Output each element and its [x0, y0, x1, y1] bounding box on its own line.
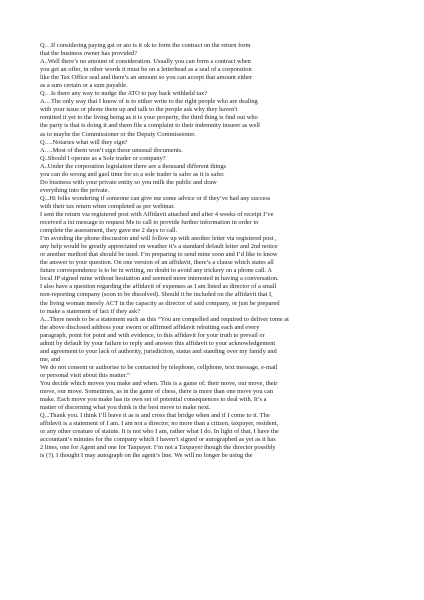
- text-line: non-reporting company (soon to be dissolved). Should it be included on the affidavit that I,: [40, 291, 273, 299]
- text-line: affidavit is a statement of I am. I am not a director, no more than a citizen, taxpayer, resident,: [40, 420, 279, 428]
- text-line: make. Each move you make has its own set of potential consequences to deal with. It’s a: [40, 396, 267, 404]
- text-line: the party is that is doing it and them file a complaint to their indemnity insurer as well: [40, 122, 260, 130]
- text-line: remitted it yet to the living being as it is your property, the third thing is find out who: [40, 114, 258, 122]
- text-line: You decide which moves you make and when. This is a game of; their move, our move, their: [40, 379, 278, 387]
- text-line: or another method that should be used. I’m preparing to send mine soon and I’d like to know: [40, 251, 278, 259]
- text-line: A..Under the corporation legislation there are a thousand different things: [40, 162, 227, 170]
- text-line: A...There needs to be a statement such as this “You are compelled and required to deliver tome at: [40, 315, 289, 323]
- text-line: you get an offer, in other words it must be on a letterhead as a seal of a corporation: [40, 66, 252, 74]
- text-line: or any other creature of statute. It is not who I am, rather what I do. In light of that, I have the: [40, 428, 279, 436]
- text-line: future correspondence is to be in writing, no doubt to avoid any trickery on a phone call. A: [40, 267, 272, 275]
- text-line: and agreement to your lack of authority, jurisdiction, status and standing over my family and: [40, 347, 277, 355]
- text-line: like the Tax Office seal and there’s an amount so you can accept that amount either: [40, 74, 253, 82]
- text-line: as to maybe the Commissioner or the Deputy Commissioner.: [40, 130, 196, 138]
- text-line: as a sum certain or a sum payable.: [40, 82, 128, 90]
- text-line: We do not consent or authorise to be contacted by telephone, cellphone, text message, e-mail: [40, 363, 278, 371]
- text-line: that the business owner has provided?: [40, 50, 138, 58]
- text-line: A..Well there’s no amount of consideration. Usually you can form a contract when: [40, 58, 251, 66]
- text-line: me, and: [40, 355, 61, 363]
- text-line: you can do wrong and gaol time for so a sole trader is safer as it is safer.: [40, 170, 225, 178]
- text-line: matter of discerning what you think is the best move to make next.: [40, 404, 211, 412]
- text-line: Q..Should I operate as a Sole trader or company?: [40, 154, 166, 162]
- document-body: [40, 42, 394, 460]
- text-line: everything into the private.: [40, 186, 110, 194]
- text-line: move, our move. Sometimes, as in the game of chess, there is more than one move you can: [40, 388, 274, 396]
- text-line: I sent the return via registered post with Affidavit attached and after 4 weeks of receipt I’ve: [40, 210, 274, 218]
- text-line: Q….Notaries what will they sign?: [40, 138, 128, 146]
- text-line: I’m avoiding the phone discussion and will follow up with another letter via registered post ,: [40, 235, 277, 243]
- text-line: A…The only way that I know of is to either write to the right people who are dealing: [40, 98, 258, 106]
- text-line: complete the assessment, they gave me 2 days to call.: [40, 227, 178, 235]
- text-line: with your issue or phone them up and talk to the people ask why they haven't: [40, 106, 238, 114]
- text-line: or personal visit about this matter.”: [40, 371, 130, 379]
- text-line: Do business with your private entity so you milk the public and draw: [40, 178, 217, 186]
- text-line: is (?). I thought I may autograph on the agent’s line. We will no longer be using the: [40, 452, 253, 460]
- text-line: Q...Thank you. I think I’ll leave it as is and cross that bridge when and if I come to it. The: [40, 412, 270, 420]
- text-line: received a txt message to request Me to call to provide further information in order to: [40, 219, 259, 227]
- text-line: accountant’s minutes for the company which I haven’t signed or autographed as yet as it has: [40, 436, 276, 444]
- text-line: Q…If considering paying gst or ato is it ok to form the contract on the return form: [40, 42, 251, 49]
- text-line: Q...Hi folks wondering if someone can give me some advice or if they’ve had any success: [40, 194, 271, 202]
- text-line: the above disclosed address your sworn or affirmed affidavit rebutting each and every: [40, 323, 260, 331]
- text-line: paragraph, point for point and with evidence, to this affidavit for your truth to prevail or: [40, 331, 265, 339]
- text-line: with their tax return when completed as per webinar.: [40, 202, 175, 210]
- text-line: to make a statement of fact if they ask?: [40, 307, 141, 315]
- text-line: I also have a question regarding the affidavit of expenses as I am listed as director of a small: [40, 283, 277, 291]
- text-line: local JP signed mine without hesitation and seemed more interested in having a conversation.: [40, 275, 279, 283]
- text-line: 2 lines, one for Agent and one for Taxpayer. I’m not a Taxpayer though the director possibly: [40, 444, 276, 452]
- text-line: the answer to your question. On one version of an affidavit, there’s a clause which states all: [40, 259, 274, 267]
- text-line: Q…Is there any way to nudge the ATO to pay back withheld tax?: [40, 90, 208, 98]
- text-line: admit by default by your failure to reply and answer this affidavit to your acknowledgement: [40, 339, 276, 347]
- text-line: the living woman merely ACT in the capacity as director of said company, or just be prepared: [40, 299, 280, 307]
- text-line: A….Most of them won’t sign these unusual documents.: [40, 146, 183, 154]
- text-line: any help would be greatly appreciated on weather it’s a standard default letter and 2nd notice: [40, 243, 278, 251]
